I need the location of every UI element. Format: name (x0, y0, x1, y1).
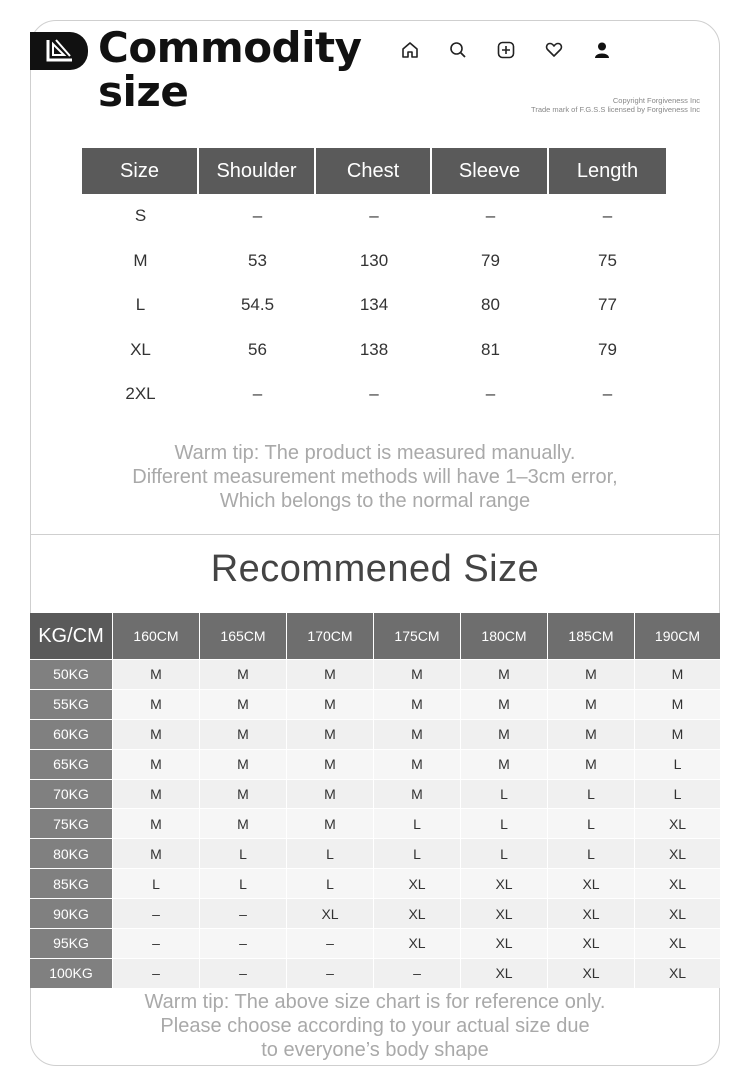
size-cell: M (635, 660, 720, 689)
size-cell: L (287, 869, 374, 898)
table-cell: 2XL (125, 384, 156, 404)
tip-line: Different measurement methods will have 1–3cm error, (132, 466, 618, 488)
header-sleeve: Sleeve (432, 148, 549, 194)
size-cell: M (461, 750, 548, 779)
section-divider (30, 534, 720, 535)
table-row (30, 659, 720, 689)
size-cell: XL (461, 899, 548, 928)
size-cell: M (113, 720, 200, 749)
weight-cell: 50KG (30, 660, 113, 689)
size-cell: M (548, 720, 635, 749)
header-height: 160CM (113, 613, 200, 659)
table-row (30, 958, 720, 988)
header-height: 180CM (461, 613, 548, 659)
recommended-size-title: Recommened Size (210, 548, 540, 590)
copyright-line-2: Trade mark of F.G.S.S licensed by Forgiveness Inc (531, 105, 700, 114)
size-cell: M (461, 720, 548, 749)
size-cell: XL (461, 929, 548, 958)
size-cell: – (287, 929, 374, 958)
size-cell: M (113, 690, 200, 719)
size-cell: L (548, 809, 635, 838)
tip-line: Which belongs to the normal range (219, 490, 531, 512)
recommended-size-table (30, 613, 720, 988)
table-row (30, 868, 720, 898)
size-cell: L (374, 809, 461, 838)
size-cell: M (113, 660, 200, 689)
size-cell: L (461, 839, 548, 868)
size-cell: M (200, 780, 287, 809)
weight-cell: 95KG (30, 929, 113, 958)
table-row (30, 838, 720, 868)
add-icon[interactable] (494, 38, 518, 62)
size-cell: M (635, 690, 720, 719)
size-cell: XL (635, 809, 720, 838)
size-cell: M (461, 660, 548, 689)
size-cell: – (374, 959, 461, 988)
size-cell: XL (548, 869, 635, 898)
size-cell: XL (635, 929, 720, 958)
weight-cell: 55KG (30, 690, 113, 719)
title-line-2: size (98, 67, 189, 116)
table-cell: – (602, 384, 613, 404)
tip-line: Warm tip: The above size chart is for reference only. (144, 991, 606, 1013)
table-cell: 81 (481, 339, 500, 359)
table-row (82, 372, 666, 417)
size-cell: XL (374, 869, 461, 898)
size-cell: M (113, 809, 200, 838)
header-height: 165CM (200, 613, 287, 659)
size-cell: M (548, 690, 635, 719)
size-cell: M (287, 750, 374, 779)
size-cell: M (200, 750, 287, 779)
header-height: 175CM (374, 613, 461, 659)
size-cell: – (200, 959, 287, 988)
table-row (82, 283, 666, 328)
size-cell: M (287, 809, 374, 838)
size-cell: M (635, 720, 720, 749)
tip-line: to everyone’s body shape (261, 1039, 489, 1061)
size-cell: M (287, 690, 374, 719)
logo-icon (44, 38, 76, 64)
size-cell: – (113, 929, 200, 958)
size-cell: XL (374, 899, 461, 928)
header-height: 190CM (635, 613, 720, 659)
table-cell: 54.5 (240, 295, 275, 315)
table-row (82, 194, 666, 239)
brand-logo (30, 32, 88, 70)
table-row (82, 328, 666, 373)
size-cell: M (461, 690, 548, 719)
weight-cell: 80KG (30, 839, 113, 868)
size-cell: L (548, 780, 635, 809)
reference-tip (30, 990, 720, 1062)
table-cell: – (485, 206, 496, 226)
table-cell: S (134, 206, 147, 226)
table-row (30, 808, 720, 838)
size-cell: M (200, 720, 287, 749)
search-icon[interactable] (446, 38, 470, 62)
measurement-tip (30, 441, 720, 513)
size-cell: XL (461, 959, 548, 988)
table-row (30, 898, 720, 928)
commodity-table-header (82, 148, 666, 194)
size-cell: – (113, 899, 200, 928)
weight-cell: 65KG (30, 750, 113, 779)
table-cell: – (485, 384, 496, 404)
recommended-table-body (30, 659, 720, 988)
table-cell: 79 (481, 250, 500, 270)
size-cell: M (113, 839, 200, 868)
user-icon[interactable] (590, 38, 614, 62)
table-row (30, 749, 720, 779)
table-cell: 77 (598, 295, 617, 315)
header-chest: Chest (316, 148, 432, 194)
page-title (98, 23, 388, 116)
table-cell: – (602, 206, 613, 226)
header-height: 185CM (548, 613, 635, 659)
size-cell: L (635, 780, 720, 809)
size-cell: M (200, 660, 287, 689)
table-cell: 138 (359, 339, 389, 359)
table-cell: 75 (598, 250, 617, 270)
header-kg-cm: KG/CM (30, 613, 113, 659)
weight-cell: 90KG (30, 899, 113, 928)
size-cell: XL (635, 869, 720, 898)
size-cell: M (287, 660, 374, 689)
weight-cell: 60KG (30, 720, 113, 749)
table-cell: – (252, 384, 263, 404)
table-cell: 130 (359, 250, 389, 270)
size-cell: XL (374, 929, 461, 958)
size-cell: L (461, 780, 548, 809)
table-cell: M (133, 250, 148, 270)
size-cell: XL (548, 929, 635, 958)
table-cell: 53 (248, 250, 267, 270)
table-cell: – (369, 206, 379, 226)
size-cell: – (113, 959, 200, 988)
copyright-note (531, 96, 700, 114)
title-line-1: Commodity (98, 23, 362, 72)
size-cell: M (374, 690, 461, 719)
size-cell: M (374, 720, 461, 749)
header-height: 170CM (287, 613, 374, 659)
top-nav (398, 38, 618, 64)
header-size: Size (82, 148, 199, 194)
table-cell: 56 (248, 339, 267, 359)
size-cell: M (287, 720, 374, 749)
table-row (82, 239, 666, 284)
size-cell: L (113, 869, 200, 898)
table-cell: 134 (359, 295, 389, 315)
size-cell: L (200, 839, 287, 868)
size-cell: M (374, 780, 461, 809)
tip-line: Please choose according to your actual size due (160, 1015, 590, 1037)
table-row (30, 689, 720, 719)
copyright-line-1: Copyright Forgiveness Inc (612, 96, 700, 105)
size-cell: XL (548, 899, 635, 928)
size-cell: M (548, 750, 635, 779)
table-row (30, 928, 720, 958)
size-cell: L (287, 839, 374, 868)
size-cell: M (113, 780, 200, 809)
size-cell: XL (548, 959, 635, 988)
size-cell: M (287, 780, 374, 809)
size-cell: L (635, 750, 720, 779)
size-cell: XL (461, 869, 548, 898)
size-cell: XL (287, 899, 374, 928)
table-cell: XL (130, 339, 151, 359)
weight-cell: 85KG (30, 869, 113, 898)
table-cell: 80 (481, 295, 500, 315)
size-cell: XL (635, 839, 720, 868)
table-row (30, 719, 720, 749)
recommended-table-header (30, 613, 720, 659)
size-cell: M (200, 809, 287, 838)
size-cell: XL (635, 899, 720, 928)
size-cell: M (548, 660, 635, 689)
size-cell: M (200, 690, 287, 719)
header-length: Length (549, 148, 666, 194)
size-cell: – (287, 959, 374, 988)
header-shoulder: Shoulder (199, 148, 316, 194)
table-cell: – (252, 206, 263, 226)
size-cell: – (200, 899, 287, 928)
weight-cell: 100KG (30, 959, 113, 988)
weight-cell: 70KG (30, 780, 113, 809)
commodity-size-table (82, 148, 666, 417)
tip-line: Warm tip: The product is measured manually. (174, 442, 576, 464)
table-cell: L (135, 295, 146, 315)
weight-cell: 75KG (30, 809, 113, 838)
home-icon[interactable] (398, 38, 422, 62)
heart-icon[interactable] (542, 38, 566, 62)
size-cell: XL (635, 959, 720, 988)
size-cell: – (200, 929, 287, 958)
size-cell: M (113, 750, 200, 779)
size-cell: M (374, 750, 461, 779)
size-cell: L (548, 839, 635, 868)
size-cell: L (374, 839, 461, 868)
table-cell: – (369, 384, 379, 404)
size-cell: M (374, 660, 461, 689)
size-cell: L (461, 809, 548, 838)
size-cell: L (200, 869, 287, 898)
table-cell: 79 (598, 339, 617, 359)
table-row (30, 779, 720, 809)
